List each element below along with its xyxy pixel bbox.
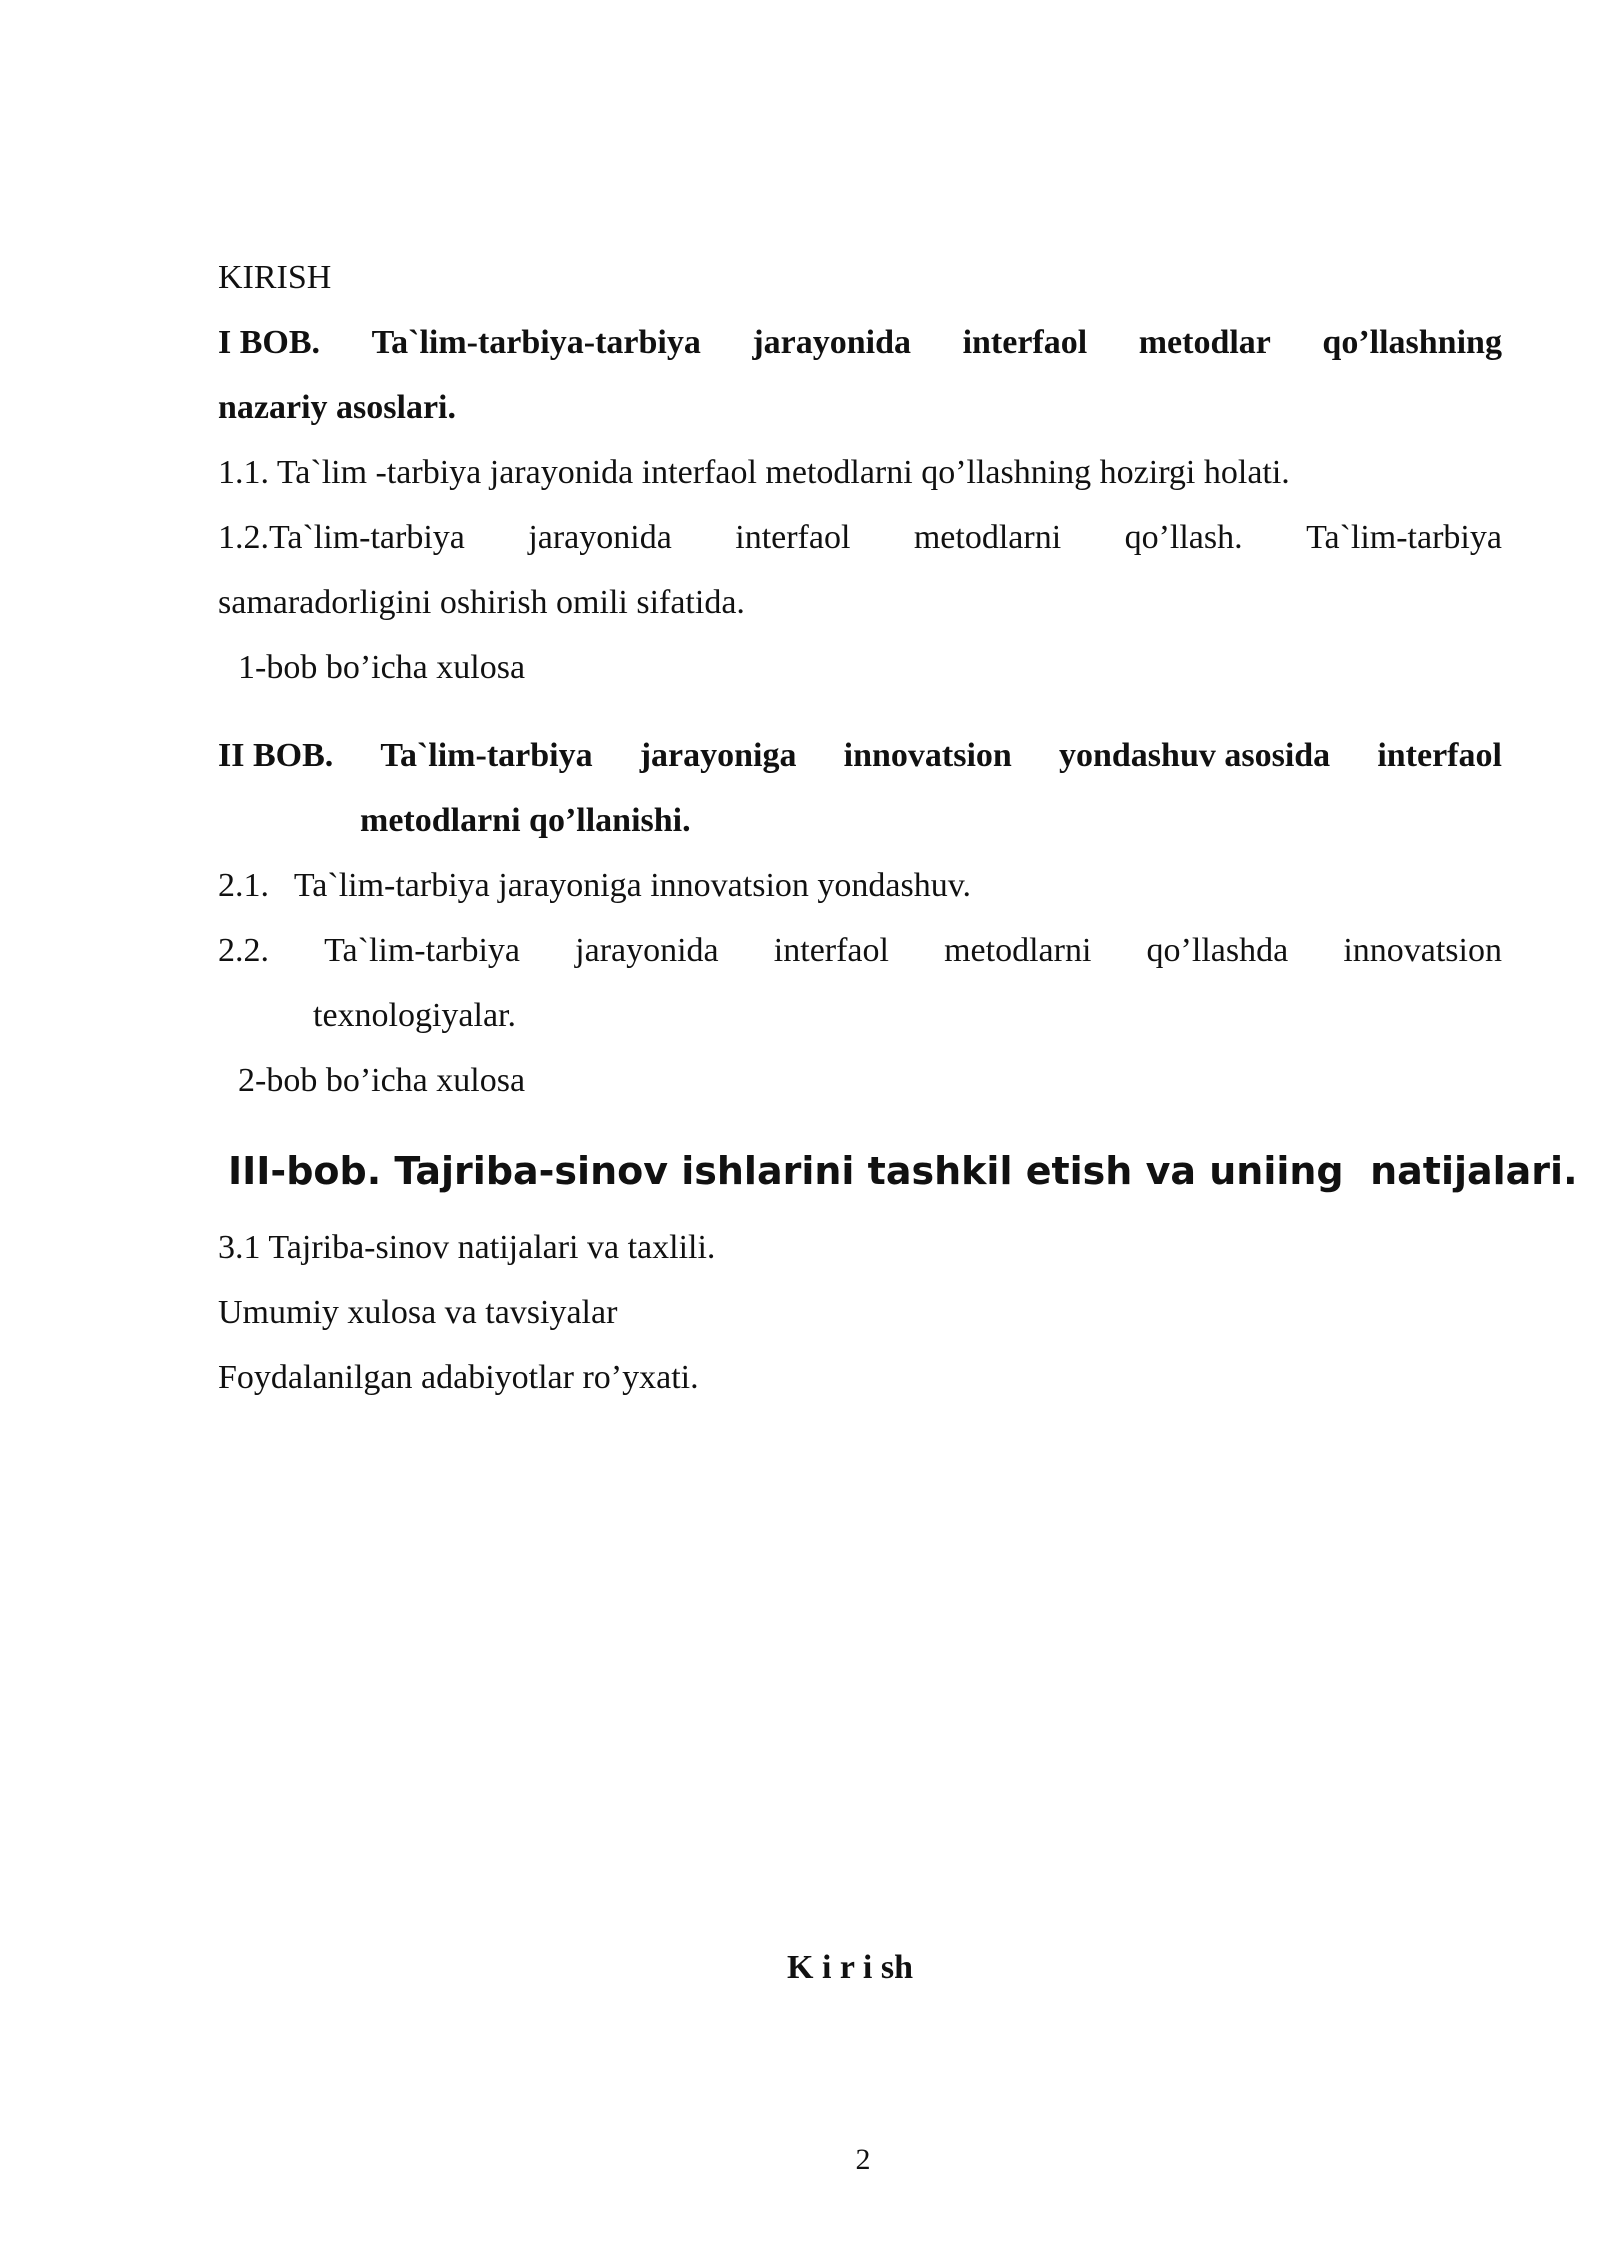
section-word: 2.2. xyxy=(218,932,269,969)
section-word: jarayonida xyxy=(575,932,719,969)
ch2-title-word: jarayoniga xyxy=(639,737,797,774)
section-word: 1.2.Ta`lim-tarbiya xyxy=(218,519,465,556)
ch1-title-word: I BOB. xyxy=(218,324,321,361)
toc-ch1-conclusion: 1-bob bo’icha xulosa xyxy=(238,649,526,686)
ch2-title-word: innovatsion xyxy=(843,737,1012,774)
toc-section-1-2-line1 xyxy=(218,516,1502,560)
section-word: metodlarni xyxy=(913,519,1062,556)
section-word: Ta`lim-tarbiya xyxy=(1306,519,1502,556)
ch2-title-word: II BOB. xyxy=(218,737,334,774)
ch1-title-word: interfaol xyxy=(962,324,1088,361)
intro-heading: K i r i sh xyxy=(787,1949,913,1986)
ch1-title-word: metodlar xyxy=(1138,324,1271,361)
toc-general-conclusion: Umumiy xulosa va tavsiyalar xyxy=(218,1294,618,1331)
toc-kirish: KIRISH xyxy=(218,259,332,296)
toc-section-2-1: 2.1. Ta`lim-tarbiya jarayoniga innovatsion yondashuv. xyxy=(218,867,972,904)
ch2-title-word: interfaol xyxy=(1377,737,1502,774)
ch2-title-word: yondashuv asosida xyxy=(1058,737,1331,774)
toc-section-1-1: 1.1. Ta`lim -tarbiya jarayonida interfaol metodlarni qo’llashning hozirgi holati. xyxy=(218,454,1290,491)
ch1-title-line2: nazariy asoslari. xyxy=(218,389,456,426)
section-word: qo’llashda xyxy=(1146,932,1289,969)
ch2-title-line1 xyxy=(218,734,1502,778)
toc-references: Foydalanilgan adabiyotlar ro’yxati. xyxy=(218,1359,699,1396)
ch3-title: III-bob. Tajriba-sinov ishlarini tashkil etish va uniing natijalari. xyxy=(228,1149,1578,1193)
ch2-title-line2: metodlarni qo’llanishi. xyxy=(360,802,691,839)
ch1-title-word: jarayonida xyxy=(752,324,912,361)
ch1-title-word: Ta`lim-tarbiya-tarbiya xyxy=(371,324,701,361)
section-word: innovatsion xyxy=(1343,932,1502,969)
section-word: interfaol xyxy=(773,932,889,969)
section-word: metodlarni xyxy=(944,932,1092,969)
ch1-title-line1 xyxy=(218,321,1502,365)
toc-section-2-2-line2: texnologiyalar. xyxy=(313,997,517,1034)
ch2-title-word: Ta`lim-tarbiya xyxy=(380,737,593,774)
toc-section-1-2-line2: samaradorligini oshirish omili sifatida. xyxy=(218,584,745,621)
section-word: Ta`lim-tarbiya xyxy=(324,932,521,969)
toc-section-2-2-line1 xyxy=(218,929,1502,973)
ch1-title-word: qo’llashning xyxy=(1322,324,1502,361)
toc-ch2-conclusion: 2-bob bo’icha xulosa xyxy=(238,1062,526,1099)
toc-section-3-1: 3.1 Tajriba-sinov natijalari va taxlili. xyxy=(218,1229,716,1266)
section-word: jarayonida xyxy=(528,519,672,556)
section-word: interfaol xyxy=(735,519,851,556)
section-word: qo’llash. xyxy=(1124,519,1243,556)
page-number: 2 xyxy=(855,2143,871,2176)
